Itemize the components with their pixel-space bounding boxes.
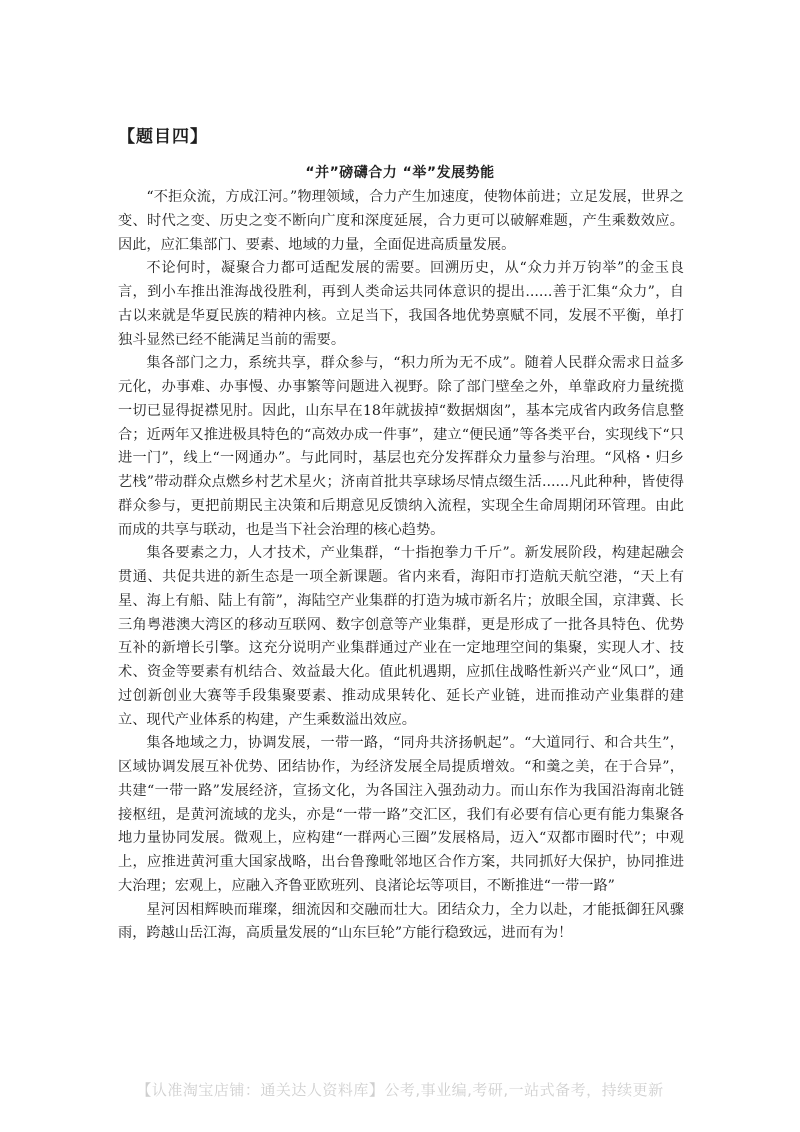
- paragraph-4: 集各要素之力，人才技术，产业集群，“十指抱拳力千斤”。新发展阶段，构建起融会贯通、共促共进的新生态是一项全新课题。省内来看，海阳市打造航天航空港，“天上有星、海上有船、陆上有箭”，海陆空产业集群的打造为城市新名片；放眼全国，京津冀、长三角粤港澳大湾区的移动互联网、数字创意等产业集群，更是形成了一批各具特色、优势互补的新增长引擎。这充分说明产业集群通过产业在一定地理空间的集聚，实现人才、技术、资金等要素有机结合、效益最大化。值此机遇期，应抓住战略性新兴产业“风口”，通过创新创业大赛等手段集聚要素、推动成果转化、延长产业链，进而推动产业集群的建立、现代产业体系的构建，产生乘数溢出效应。: [118, 545, 684, 728]
- paragraph-1: “不拒众流，方成江河。”物理领域，合力产生加速度，使物体前进；立足发展，世界之变、时代之变、历史之变不断向广度和深度延展，合力更可以破解难题，产生乘数效应。因此，应汇集部门、要素、地域的力量，全面促进高质量发展。: [118, 189, 684, 253]
- essay-body: [118, 186, 684, 946]
- paragraph-6: 星河因相辉映而璀璨，细流因和交融而壮大。团结众力，全力以赴，才能抵御狂风骤雨，跨越山岳江海，高质量发展的“山东巨轮”方能行稳致远，进而有为！: [118, 901, 684, 942]
- essay-title: “并”磅礴合力 “举”发展势能: [305, 165, 495, 181]
- paragraph-2: 不论何时，凝聚合力都可适配发展的需要。回溯历史，从“众力并万钧举”的金玉良言，到小车推出淮海战役胜利，再到人类命运共同体意识的提出......善于汇集“众力”，自古以来就是华夏民族的精神内核。立足当下，我国各地优势禀赋不同，发展不平衡，单打独斗显然已经不能满足当前的需要。: [118, 260, 684, 348]
- question-heading: 【题目四】: [118, 127, 208, 147]
- paragraph-3: 集各部门之力，系统共享，群众参与，“积力所为无不成”。随着人民群众需求日益多元化，办事难、办事慢、办事繁等问题进入视野。除了部门壁垒之外，单靠政府力量统揽一切已显得捉襟见肘。因此，山东早在18年就拔掉“数据烟囱”，基本完成省内政务信息整合；近两年又推进极具特色的“高效办成一件事”，建立“便民通”等各类平台，实现线下“只进一门”，线上“一网通办”。与此同时，基层也充分发挥群众力量参与治理。“风格・归乡艺栈”带动群众点燃乡村艺术星火；济南首批共享球场尽情点缀生活......凡此种种，皆使得群众参与，更把前期民主决策和后期意见反馈纳入流程，实现全生命周期闭环管理。由此而成的共享与联动，也是当下社会治理的核心趋势。: [118, 355, 684, 538]
- footer-watermark: 【认准淘宝店铺：通关达人资料库】公考,事业编,考研,一站式备考，持续更新: [136, 1081, 664, 1099]
- paragraph-5: 集各地域之力，协调发展，一带一路，“同舟共济扬帆起”。“大道同行、和合共生”，区域协调发展互补优势、团结协作，为经济发展全局提质增效。“和羹之美，在于合异”，共建“一带一路”发展经济，宣扬文化，为各国注入强劲动力。而山东作为我国沿海南北链接枢纽，是黄河流域的龙头，亦是“一带一路”交汇区，我们有必要有信心更有能力集聚各地力量协同发展。微观上，应构建“一群两心三圈”发展格局，迈入“双都市圈时代”；中观上，应推进黄河重大国家战略，出台鲁豫毗邻地区合作方案，共同抓好大保护，协同推进大治理；宏观上，应融入齐鲁亚欧班列、良渚论坛等项目，不断推进“一带一路”: [118, 735, 684, 894]
